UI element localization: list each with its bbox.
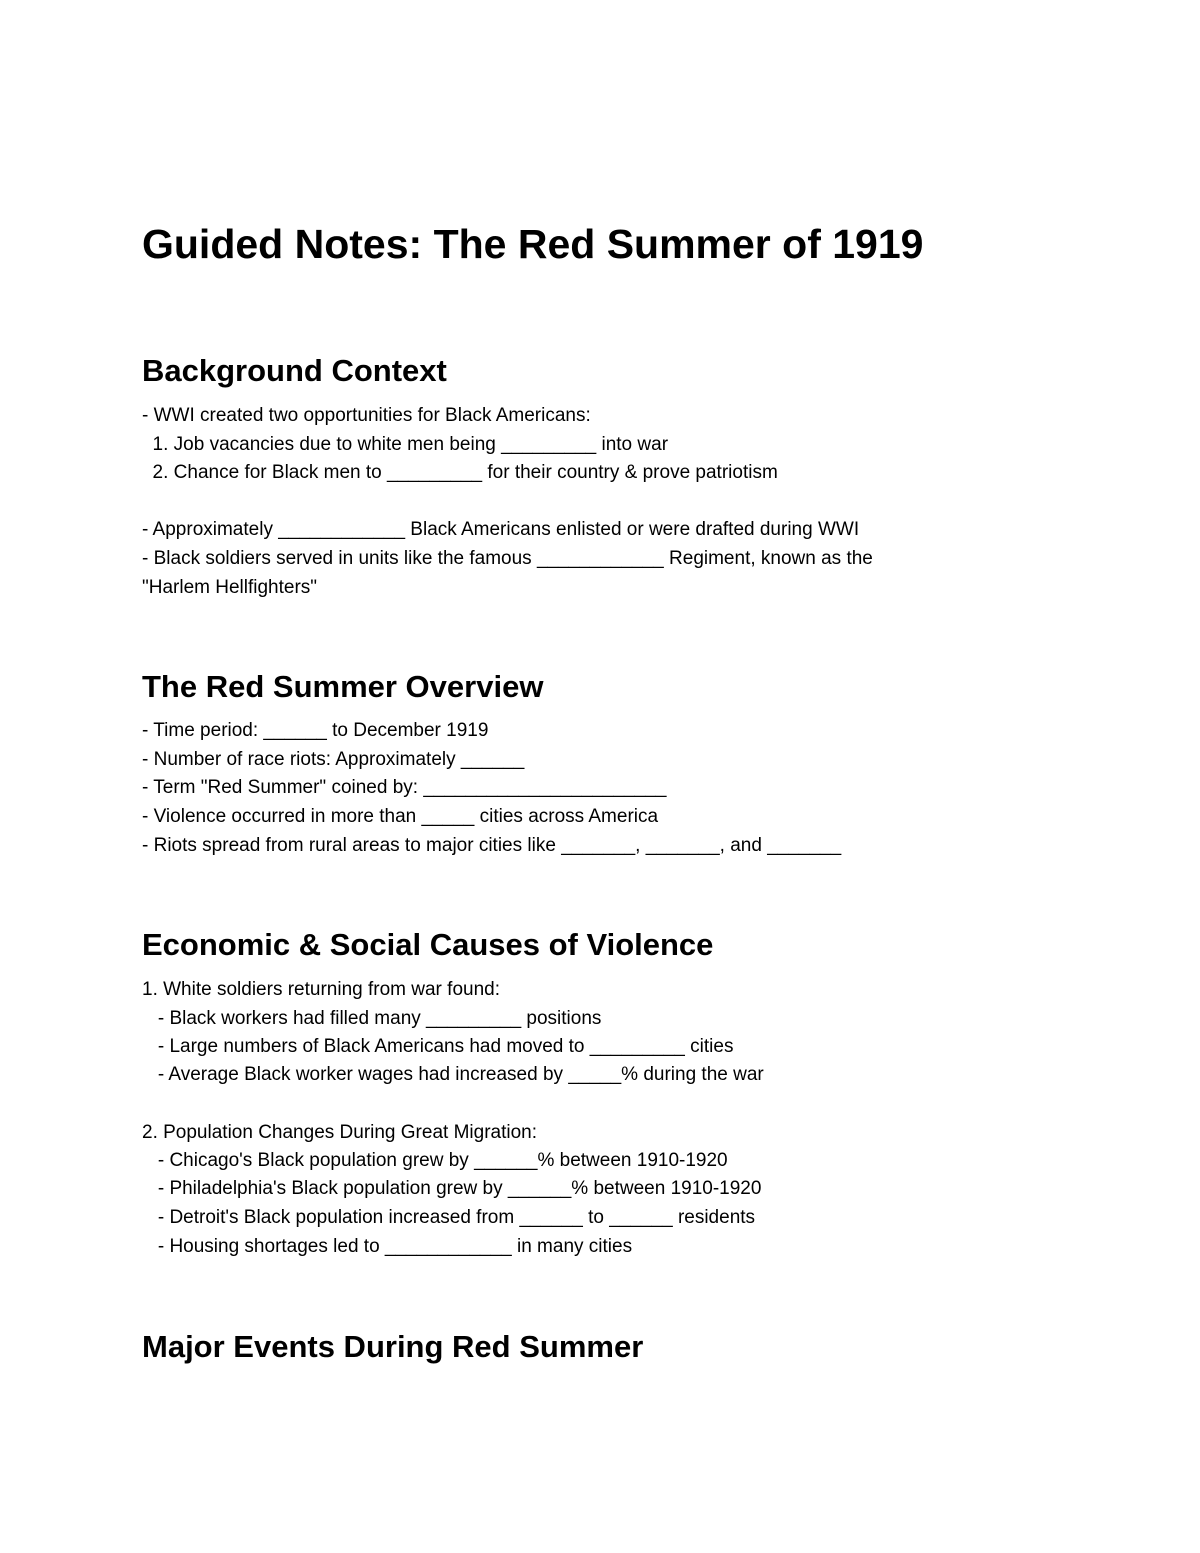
causes-line-2: - Black workers had filled many _________ positions bbox=[142, 1008, 602, 1029]
causes-line-7: - Philadelphia's Black population grew by ______% between 1910-1920 bbox=[142, 1178, 762, 1199]
causes-line-1: 1. White soldiers returning from war found: bbox=[142, 979, 500, 1000]
causes-line-6: - Chicago's Black population grew by ______% between 1910-1920 bbox=[142, 1150, 728, 1171]
causes-line-3: - Large numbers of Black Americans had moved to _________ cities bbox=[142, 1036, 734, 1057]
background-line-1: - WWI created two opportunities for Black Americans: bbox=[142, 405, 591, 426]
section-heading-background-context: Background Context bbox=[142, 353, 447, 388]
page-title: Guided Notes: The Red Summer of 1919 bbox=[142, 221, 924, 267]
background-line-4: - Approximately ____________ Black Americans enlisted or were drafted during WWI bbox=[142, 519, 860, 540]
overview-line-5: - Riots spread from rural areas to major cities like _______, _______, and _______ bbox=[142, 835, 842, 856]
causes-line-4: - Average Black worker wages had increased by _____% during the war bbox=[142, 1064, 764, 1085]
background-line-6: "Harlem Hellfighters" bbox=[142, 577, 318, 598]
section-heading-major-events: Major Events During Red Summer bbox=[142, 1329, 644, 1364]
overview-line-2: - Number of race riots: Approximately ______ bbox=[142, 749, 525, 770]
background-line-5: - Black soldiers served in units like the famous ____________ Regiment, known as the bbox=[142, 548, 873, 569]
causes-line-5: 2. Population Changes During Great Migration: bbox=[142, 1122, 538, 1143]
overview-line-4: - Violence occurred in more than _____ cities across America bbox=[142, 806, 659, 827]
causes-line-8: - Detroit's Black population increased from ______ to ______ residents bbox=[142, 1207, 756, 1228]
overview-line-1: - Time period: ______ to December 1919 bbox=[142, 720, 489, 741]
causes-line-9: - Housing shortages led to ____________ in many cities bbox=[142, 1236, 633, 1257]
section-heading-red-summer-overview: The Red Summer Overview bbox=[142, 669, 544, 704]
section-heading-economic-social-causes: Economic & Social Causes of Violence bbox=[142, 927, 714, 962]
background-line-2: 1. Job vacancies due to white men being _________ into war bbox=[142, 434, 669, 455]
overview-line-3: - Term "Red Summer" coined by: _______________________ bbox=[142, 777, 667, 798]
background-line-3: 2. Chance for Black men to _________ for their country & prove patriotism bbox=[142, 462, 778, 483]
